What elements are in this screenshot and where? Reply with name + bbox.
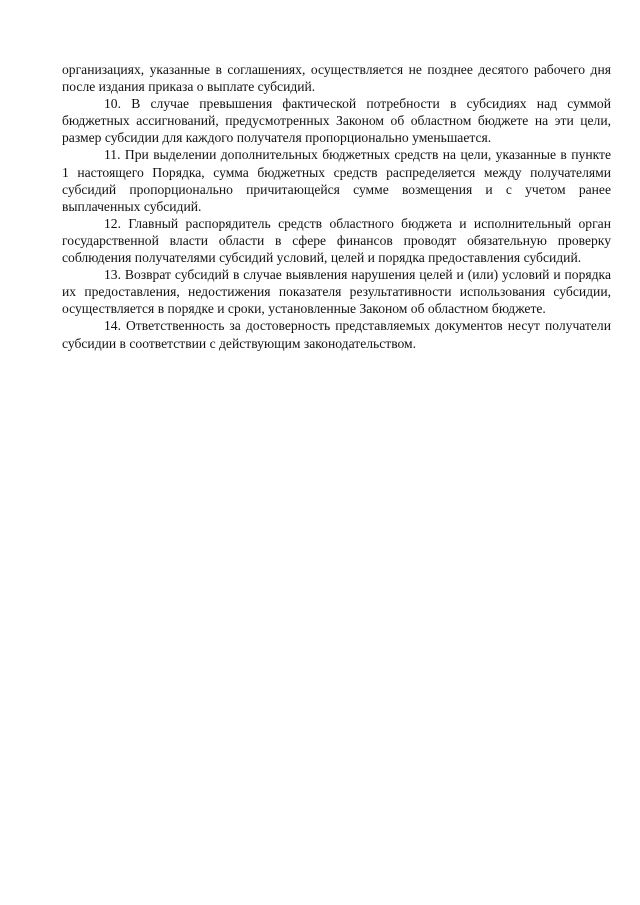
- paragraph-12: 12. Главный распорядитель средств областного бюджета и исполнительный орган государственной власти области в сфере финансов проводят обязательную проверку соблюдения получателями субсидий условий, целей и порядка предоставления субсидий.: [62, 215, 611, 266]
- paragraph-10: 10. В случае превышения фактической потребности в субсидиях над суммой бюджетных ассигнований, предусмотренных Законом об областном бюджете на эти цели, размер субсидии для каждого получателя пропорционально уменьшается.: [62, 96, 611, 146]
- paragraph-11: 11. При выделении дополнительных бюджетных средств на цели, указанные в пункте 1 настоящего Порядка, сумма бюджетных средств распределяется между получателями субсидий пропорционально причитающейся сумме возмещения и с учетом ранее выплаченных субсидий.: [62, 147, 611, 214]
- paragraph-14: 14. Ответственность за достоверность представляемых документов несут получатели субсидии в соответствии с действующим законодательством.: [62, 318, 611, 351]
- paragraph-13: 13. Возврат субсидий в случае выявления нарушения целей и (или) условий и порядка их предоставления, недостижения показателя результативности использования субсидии, осуществляется в порядке и сроки, установленные Законом об областном бюджете.: [62, 267, 611, 317]
- document-body: [62, 61, 611, 352]
- paragraph-continued: организациях, указанные в соглашениях, осуществляется не позднее десятого рабочего дня после издания приказа о выплате субсидий.: [62, 62, 611, 95]
